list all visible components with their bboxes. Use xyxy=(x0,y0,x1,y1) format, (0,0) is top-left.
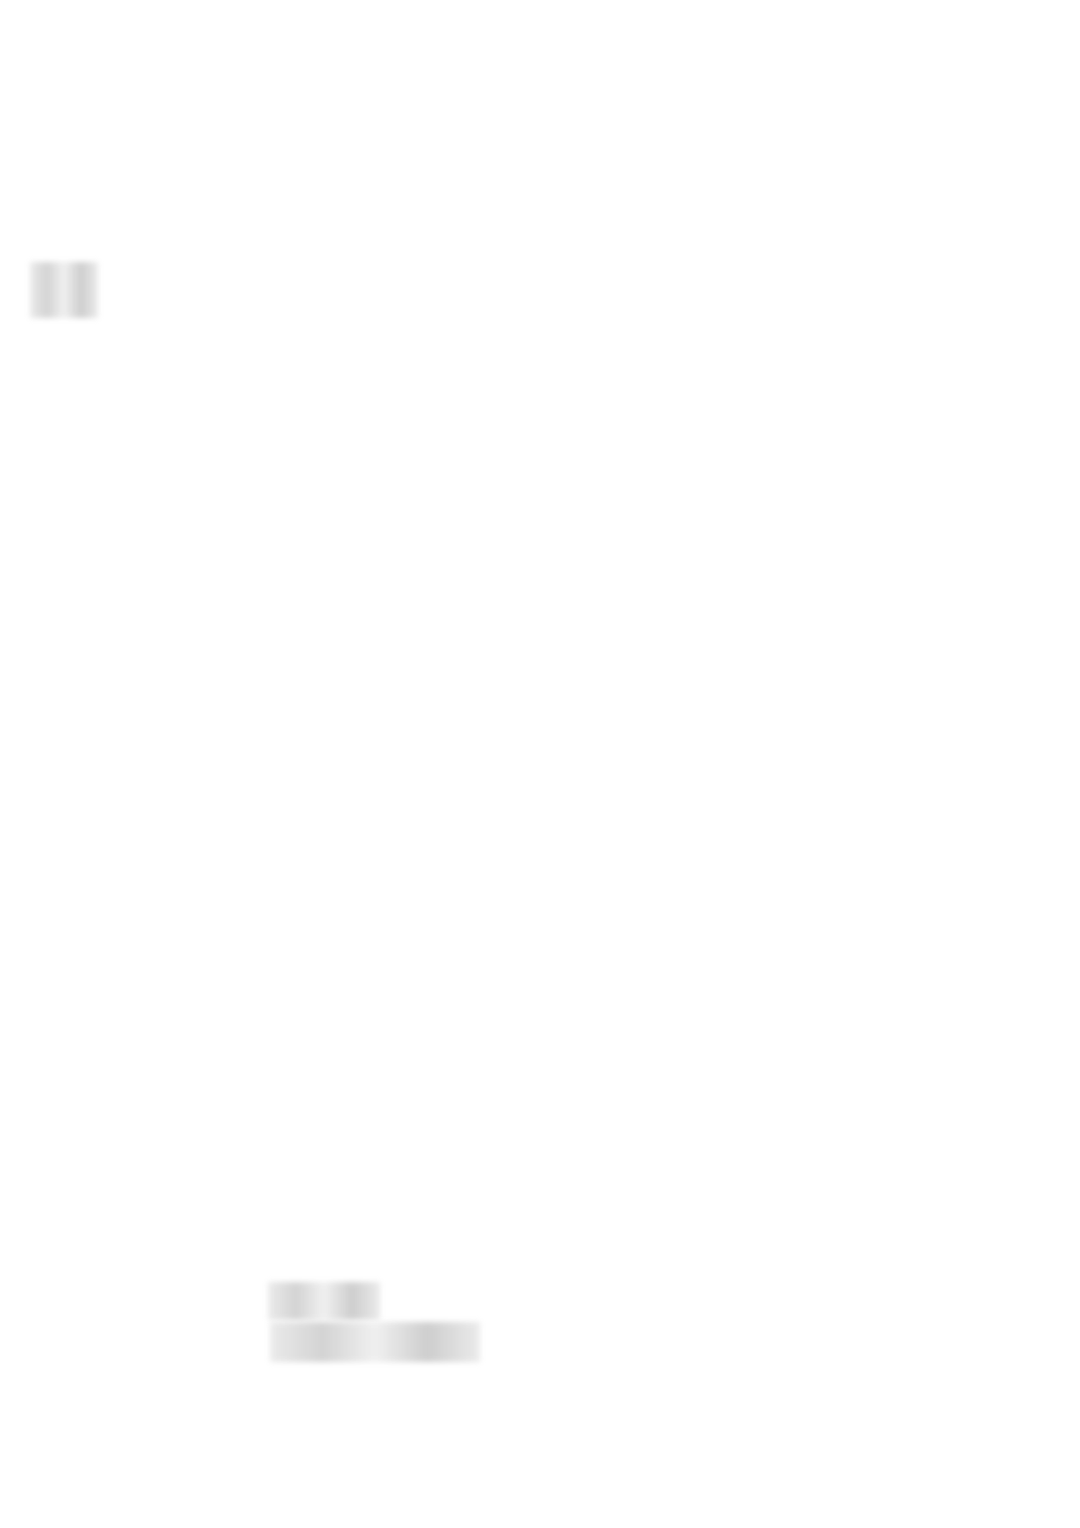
redaction-blur-1 xyxy=(30,262,98,318)
redaction-blur-3 xyxy=(270,1322,480,1362)
document-page xyxy=(46,52,1038,90)
redaction-blur-2 xyxy=(268,1282,380,1320)
